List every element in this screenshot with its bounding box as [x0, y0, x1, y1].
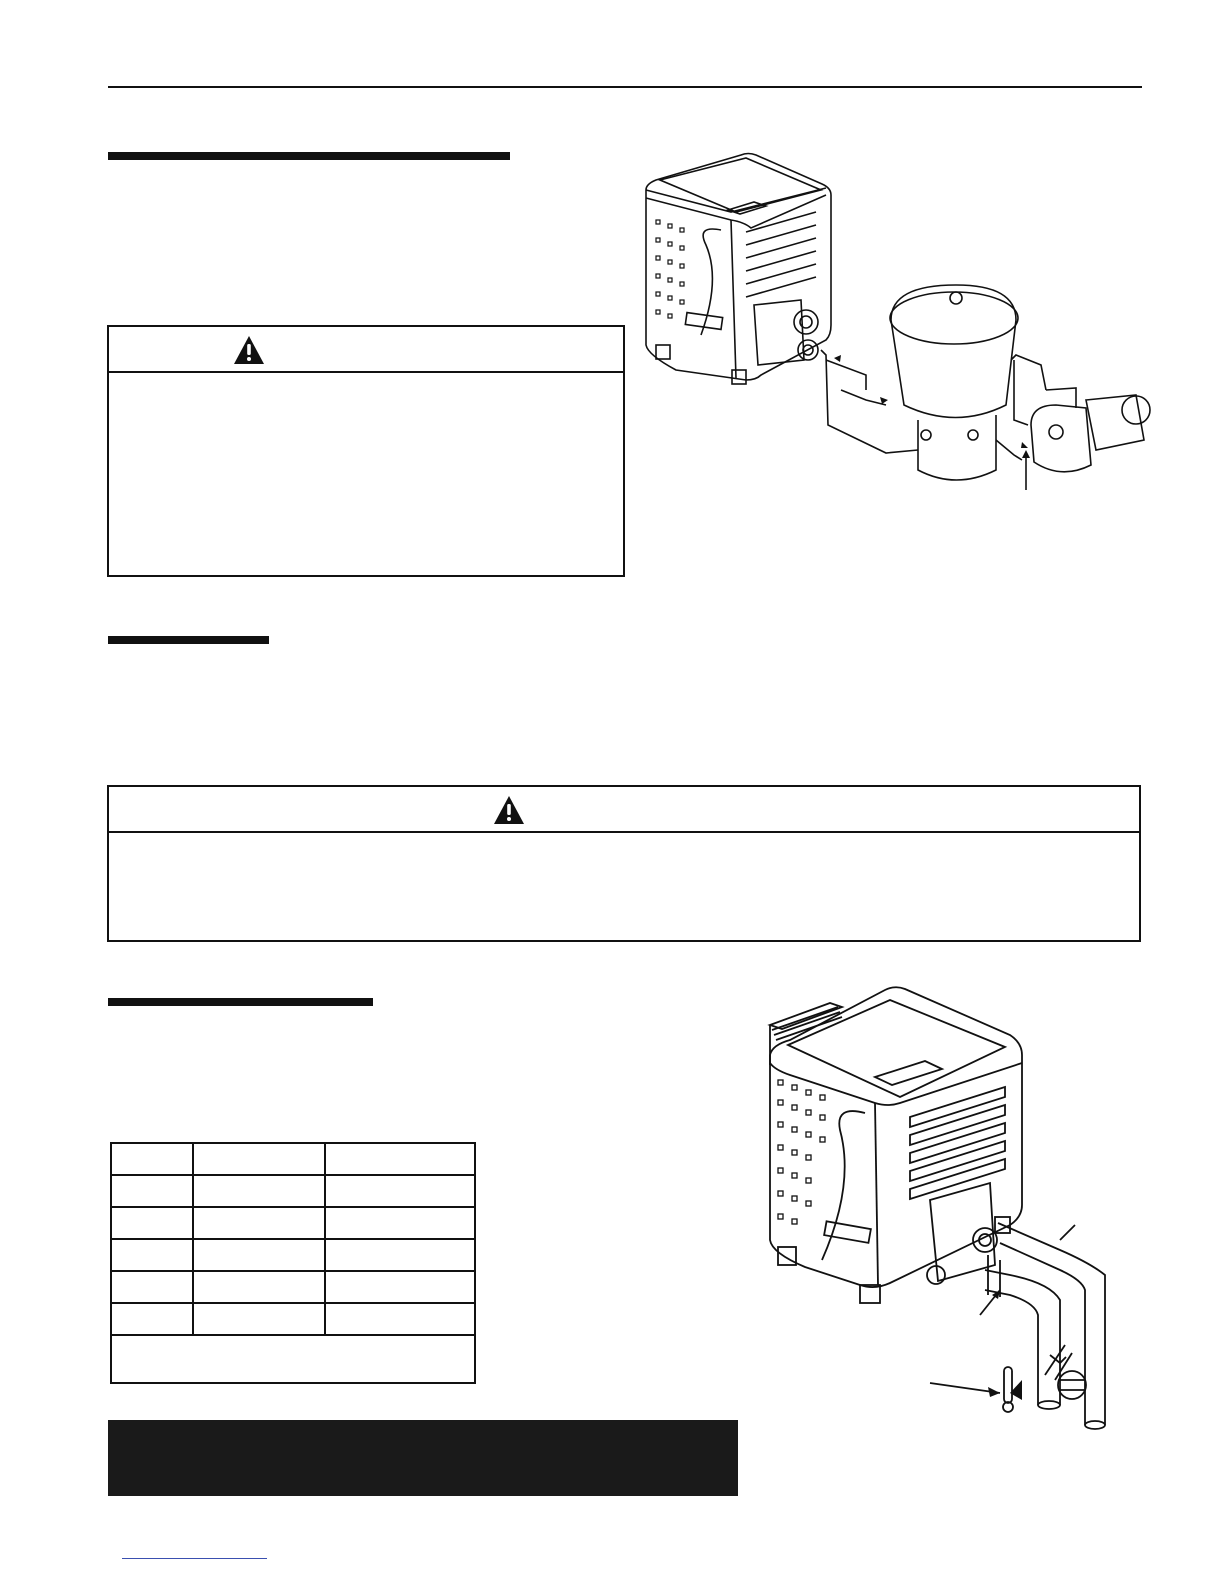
warning-triangle-icon [233, 335, 265, 365]
table-cell [193, 1239, 325, 1271]
heater-bypass-figure [760, 985, 1160, 1445]
footer-link[interactable] [122, 1558, 267, 1559]
notice-band [108, 1420, 738, 1496]
table-cell [325, 1271, 475, 1303]
table-cell [193, 1271, 325, 1303]
table-cell [111, 1175, 193, 1207]
warning-box-2 [107, 785, 1141, 942]
table-row [111, 1175, 475, 1207]
warning-box-1-header [109, 327, 623, 373]
table-cell [111, 1303, 193, 1335]
section-1-body [108, 172, 608, 312]
section-2-heading-bar [108, 636, 269, 644]
section-1-heading-bar [108, 152, 510, 160]
table-cell [193, 1175, 325, 1207]
section-3-body [108, 1018, 708, 1128]
table-footnote [111, 1335, 475, 1383]
spec-table [110, 1142, 476, 1384]
table-cell [325, 1303, 475, 1335]
table-cell [193, 1207, 325, 1239]
table-cell [325, 1207, 475, 1239]
section-3-heading-bar [108, 998, 373, 1006]
table-cell [111, 1239, 193, 1271]
table-cell [193, 1303, 325, 1335]
table-footnote-row [111, 1335, 475, 1383]
table-row [111, 1207, 475, 1239]
warning-box-2-body [119, 843, 1129, 930]
table-header-row [111, 1143, 475, 1175]
table-header-cell [325, 1143, 475, 1175]
table-cell [325, 1175, 475, 1207]
header-rule [108, 86, 1142, 88]
table-row [111, 1271, 475, 1303]
section-2-body [108, 656, 1138, 756]
warning-triangle-icon [493, 795, 525, 825]
table-row [111, 1303, 475, 1335]
warning-box-2-header [109, 787, 1139, 833]
table-header-cell [111, 1143, 193, 1175]
table-cell [325, 1239, 475, 1271]
warning-box-1-body [119, 383, 613, 565]
table-row [111, 1239, 475, 1271]
warning-box-1 [107, 325, 625, 577]
table-header-cell [193, 1143, 325, 1175]
table-cell [111, 1207, 193, 1239]
heater-filter-pump-figure [636, 150, 1156, 500]
table-cell [111, 1271, 193, 1303]
